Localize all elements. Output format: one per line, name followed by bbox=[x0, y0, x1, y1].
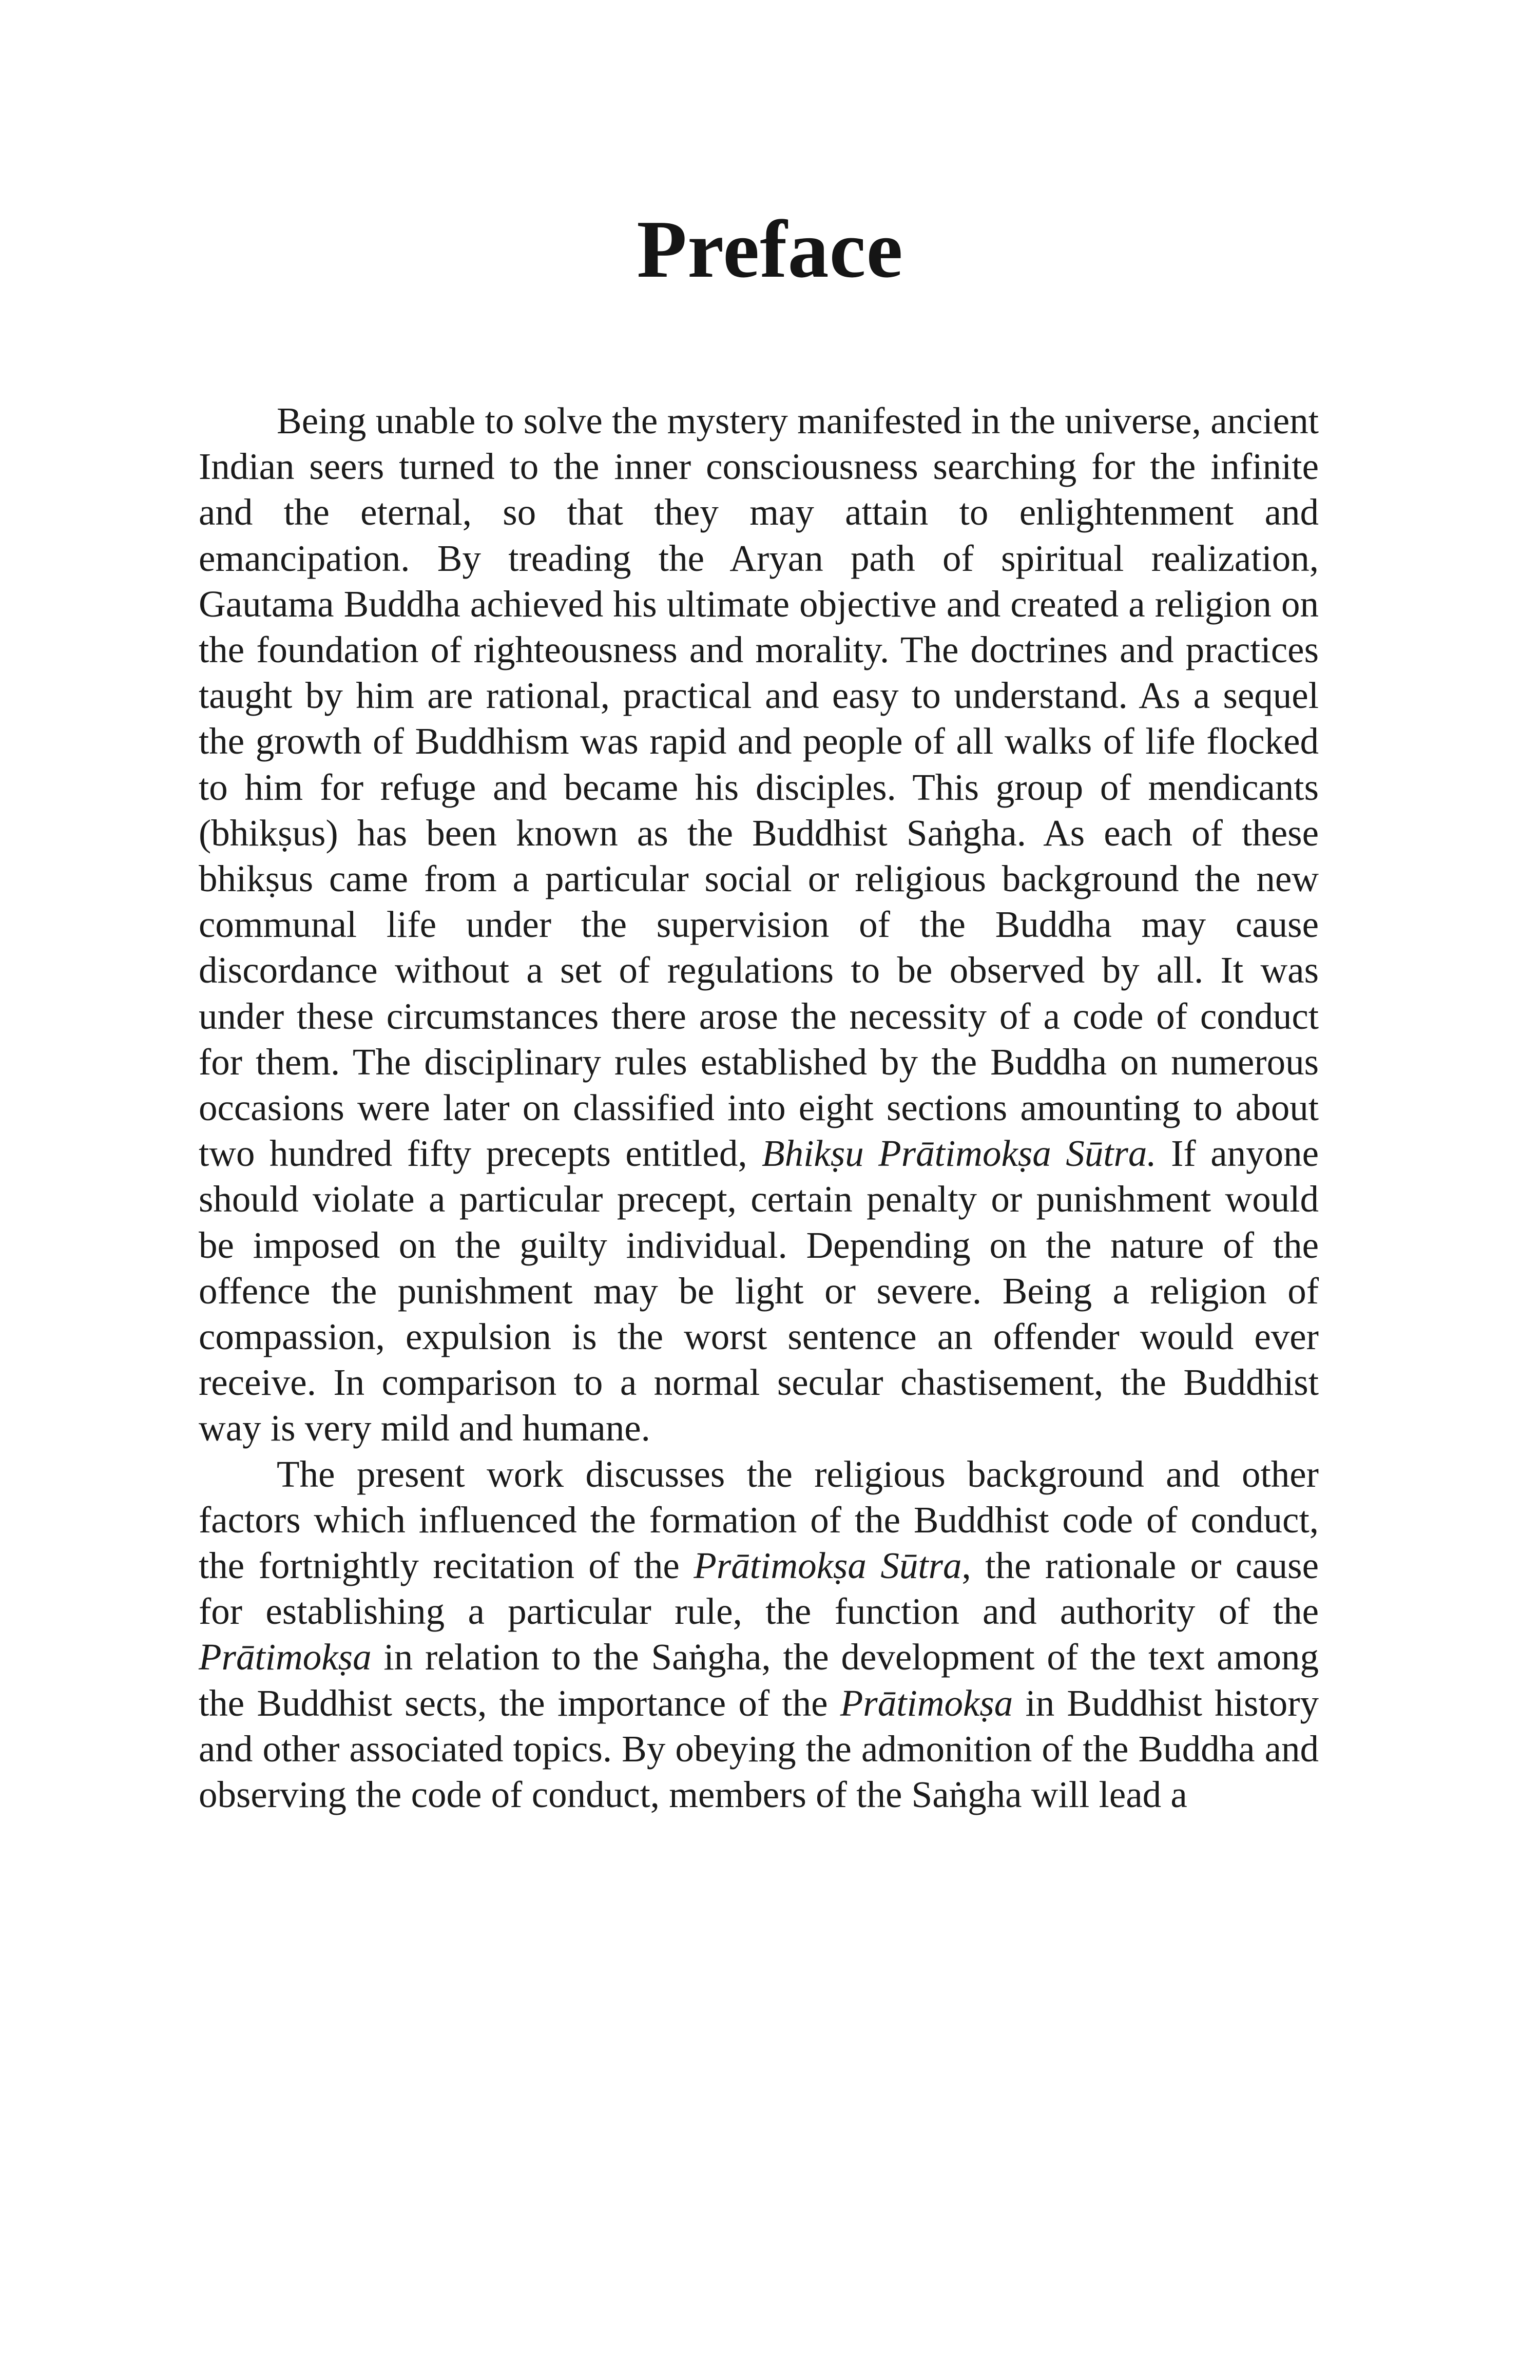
italic-title: Prātimokṣa bbox=[840, 1682, 1013, 1724]
paragraph bbox=[199, 398, 1319, 1451]
italic-title: Prātimokṣa bbox=[199, 1636, 372, 1678]
text-run: in relation to the Saṅgha, the development of the text among the Buddhist sects, the importance of the bbox=[199, 1636, 1319, 1724]
text-run: If anyone should violate a particular precept, certain penalty or punishment would be imposed on the guilty individual. Depending on the nature of the offence the punishment may be light or severe. Being a religion of compassion, expulsion is the worst sentence an offender would ever receive. In comparison to a normal secular chastisement, the Buddhist way is very mild and humane. bbox=[199, 1133, 1319, 1449]
paragraph bbox=[199, 1451, 1319, 1818]
italic-title: Bhikṣu Prātimokṣa Sūtra. bbox=[762, 1133, 1157, 1175]
text-run: Being unable to solve the mystery manifested in the universe, ancient Indian seers turned to the inner consciousness searching for the infinite and the eternal, so that they may attain to enlightenment and emancipation. By treading the Aryan path of spiritual realization, Gautama Buddha achieved his ultimate objective and created a religion on the foundation of righteousness and morality. The doctrines and practices taught by him are rational, practical and easy to understand. As a sequel the growth of Buddhism was rapid and people of all walks of life flocked to him for refuge and became his disciples. This group of mendicants (bhikṣus) has been known as the Buddhist Saṅgha. As each of these bhikṣus came from a particular social or religious background the new communal life under the supervision of the Buddha may cause discordance without a set of regulations to be observed by all. It was under these circumstances there arose the necessity of a code of conduct for them. The disciplinary rules established by the Buddha on numerous occasions were later on classified into eight sections amounting to about two hundred fifty precepts entitled, bbox=[199, 400, 1319, 1175]
preface-body bbox=[199, 398, 1319, 1817]
text-run: in Buddhist history and other associated topics. By obeying the admonition of the Buddha and observing the code of conduct, members of the Saṅgha will lead a bbox=[199, 1682, 1319, 1816]
italic-title: Prātimokṣa Sūtra bbox=[694, 1545, 962, 1587]
text-run: The present work discusses the religious background and other factors which influenced the formation of the Buddhist code of conduct, the fortnightly recitation of the bbox=[199, 1453, 1319, 1587]
text-run: , the rationale or cause for establishing a particular rule, the function and authority of the bbox=[199, 1545, 1319, 1633]
page-title: Preface bbox=[637, 203, 903, 295]
